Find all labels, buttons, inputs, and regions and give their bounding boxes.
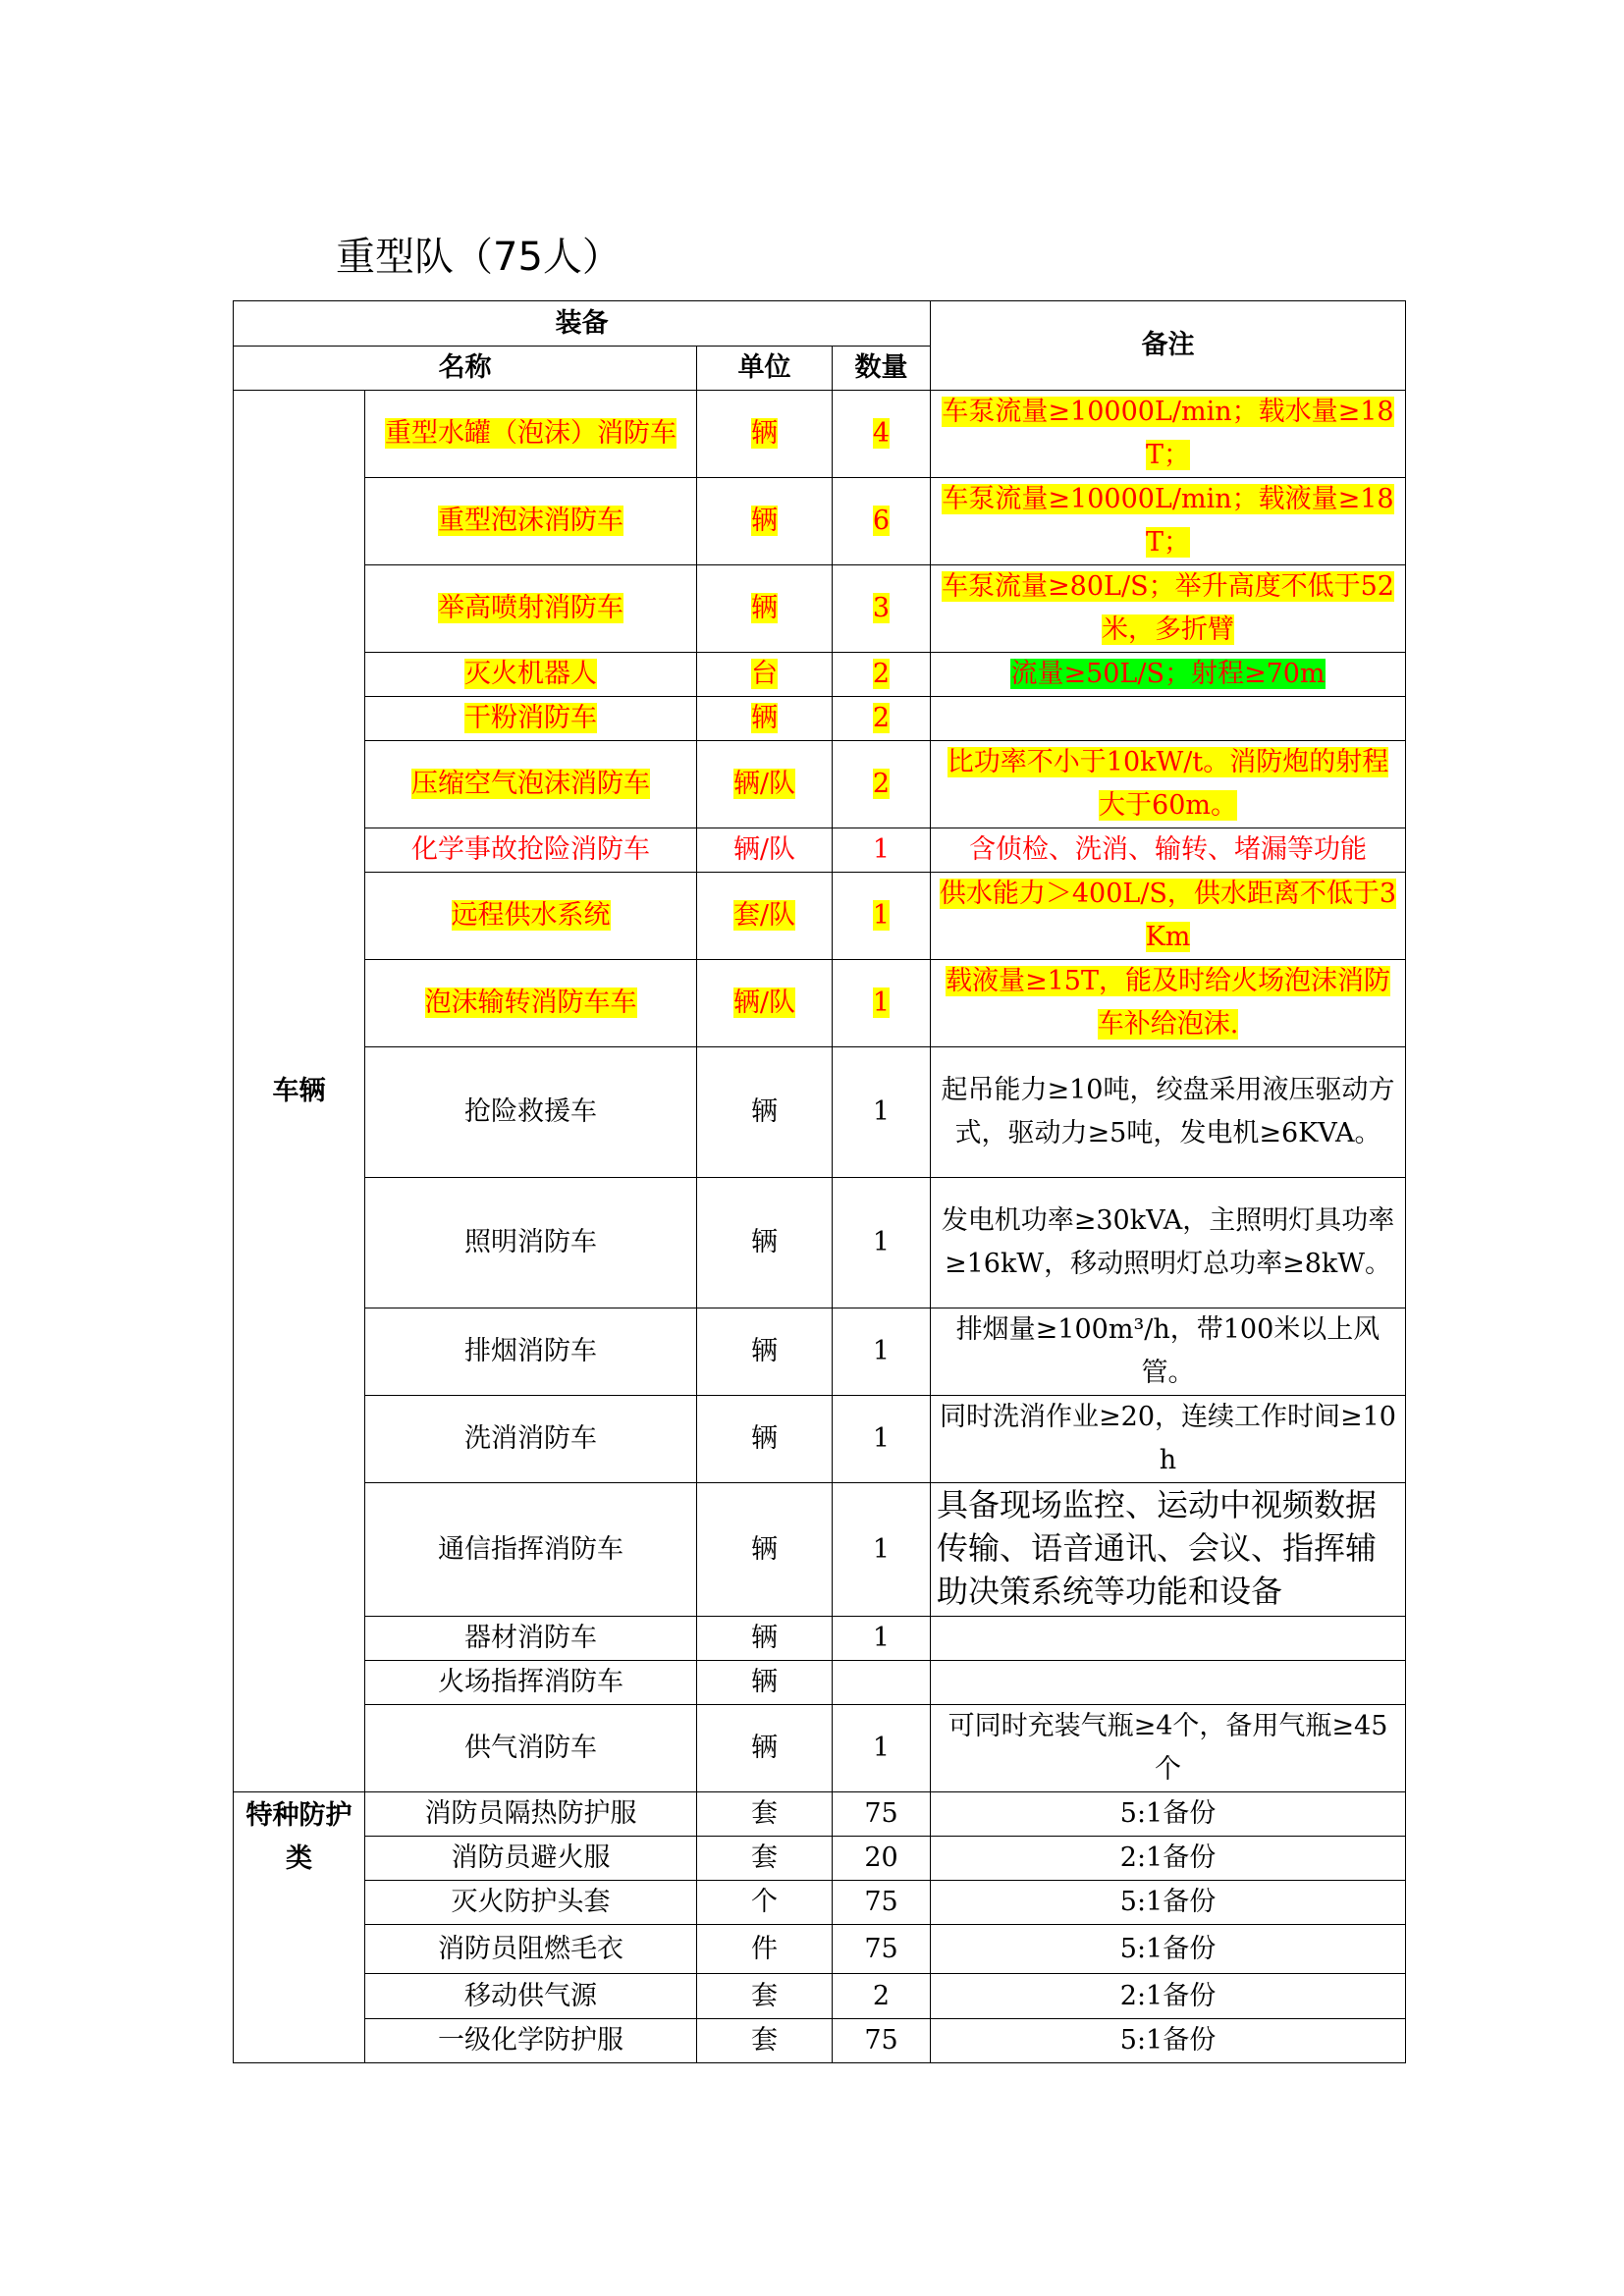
equipment-table	[233, 300, 1406, 2063]
item-unit: 辆	[697, 1396, 833, 1483]
item-unit: 辆/队	[697, 960, 833, 1047]
item-quantity: 1	[833, 828, 931, 873]
item-quantity: 2	[833, 741, 931, 828]
table-row	[234, 1792, 1406, 1837]
item-name: 排烟消防车	[365, 1308, 697, 1396]
table-row	[234, 1483, 1406, 1617]
item-name: 供气消防车	[365, 1705, 697, 1792]
item-note	[931, 697, 1406, 741]
item-name: 火场指挥消防车	[365, 1661, 697, 1705]
item-note: 车泵流量≥10000L/min；载水量≥18T；	[931, 391, 1406, 478]
table-row	[234, 1047, 1406, 1178]
table-row	[234, 1705, 1406, 1792]
category-protection: 特种防护类	[234, 1792, 365, 2063]
table-row	[234, 2019, 1406, 2063]
table-row	[234, 1178, 1406, 1308]
item-note: 发电机功率≥30kVA，主照明灯具功率≥16kW，移动照明灯总功率≥8kW。	[931, 1178, 1406, 1308]
table-row	[234, 1617, 1406, 1661]
table-row	[234, 653, 1406, 697]
item-quantity: 1	[833, 1178, 931, 1308]
item-note: 5:1备份	[931, 2019, 1406, 2063]
item-note: 可同时充装气瓶≥4个，备用气瓶≥45个	[931, 1705, 1406, 1792]
item-note	[931, 1617, 1406, 1661]
table-row	[234, 565, 1406, 653]
item-note: 5:1备份	[931, 1881, 1406, 1925]
category-vehicles: 车辆	[234, 391, 365, 1792]
item-quantity: 1	[833, 1308, 931, 1396]
item-quantity: 3	[833, 565, 931, 653]
table-row	[234, 1881, 1406, 1925]
item-quantity: 1	[833, 1617, 931, 1661]
item-name: 洗消消防车	[365, 1396, 697, 1483]
item-quantity: 75	[833, 1881, 931, 1925]
item-note: 具备现场监控、运动中视频数据传输、语音通讯、会议、指挥辅助决策系统等功能和设备	[931, 1483, 1406, 1617]
table-row	[234, 1837, 1406, 1881]
item-unit: 辆	[697, 697, 833, 741]
item-unit: 辆	[697, 565, 833, 653]
item-unit: 套	[697, 1792, 833, 1837]
item-name: 灭火机器人	[365, 653, 697, 697]
item-note: 供水能力＞400L/S，供水距离不低于3Km	[931, 873, 1406, 960]
item-unit: 套	[697, 2019, 833, 2063]
item-quantity: 75	[833, 1925, 931, 1974]
item-quantity: 2	[833, 653, 931, 697]
item-name: 化学事故抢险消防车	[365, 828, 697, 873]
item-name: 消防员避火服	[365, 1837, 697, 1881]
table-row	[234, 1974, 1406, 2019]
item-quantity: 6	[833, 478, 931, 565]
item-quantity: 1	[833, 1396, 931, 1483]
table-row	[234, 1661, 1406, 1705]
table-row	[234, 478, 1406, 565]
item-note: 载液量≥15T，能及时给火场泡沫消防车补给泡沫.	[931, 960, 1406, 1047]
item-note: 2:1备份	[931, 1974, 1406, 2019]
table-row	[234, 697, 1406, 741]
item-name: 远程供水系统	[365, 873, 697, 960]
item-unit: 辆	[697, 1661, 833, 1705]
item-note: 车泵流量≥80L/S；举升高度不低于52米，多折臂	[931, 565, 1406, 653]
item-note: 流量≥50L/S；射程≥70m	[931, 653, 1406, 697]
item-name: 泡沫输转消防车车	[365, 960, 697, 1047]
item-note: 车泵流量≥10000L/min；载液量≥18T；	[931, 478, 1406, 565]
table-row	[234, 1925, 1406, 1974]
item-name: 重型水罐（泡沫）消防车	[365, 391, 697, 478]
item-name: 一级化学防护服	[365, 2019, 697, 2063]
item-unit: 辆	[697, 391, 833, 478]
item-unit: 件	[697, 1925, 833, 1974]
item-name: 压缩空气泡沫消防车	[365, 741, 697, 828]
item-quantity: 20	[833, 1837, 931, 1881]
item-unit: 台	[697, 653, 833, 697]
item-unit: 套/队	[697, 873, 833, 960]
item-unit: 辆/队	[697, 741, 833, 828]
item-quantity: 2	[833, 1974, 931, 2019]
header-remarks: 备注	[931, 301, 1406, 391]
item-note	[931, 1661, 1406, 1705]
item-quantity: 1	[833, 1705, 931, 1792]
item-name: 通信指挥消防车	[365, 1483, 697, 1617]
item-quantity: 75	[833, 2019, 931, 2063]
item-quantity: 1	[833, 873, 931, 960]
page-title: 重型队（75人）	[336, 235, 622, 280]
item-unit: 辆	[697, 1308, 833, 1396]
item-note: 5:1备份	[931, 1925, 1406, 1974]
item-quantity: 4	[833, 391, 931, 478]
item-name: 灭火防护头套	[365, 1881, 697, 1925]
table-row	[234, 960, 1406, 1047]
item-unit: 辆	[697, 1617, 833, 1661]
item-name: 照明消防车	[365, 1178, 697, 1308]
table-row	[234, 1308, 1406, 1396]
item-name: 干粉消防车	[365, 697, 697, 741]
item-unit: 个	[697, 1881, 833, 1925]
table-row	[234, 1396, 1406, 1483]
item-name: 移动供气源	[365, 1974, 697, 2019]
item-name: 消防员隔热防护服	[365, 1792, 697, 1837]
item-name: 举高喷射消防车	[365, 565, 697, 653]
item-quantity: 1	[833, 1047, 931, 1178]
item-quantity: 1	[833, 1483, 931, 1617]
item-unit: 辆	[697, 478, 833, 565]
item-quantity: 75	[833, 1792, 931, 1837]
table-row	[234, 873, 1406, 960]
item-unit: 辆	[697, 1178, 833, 1308]
item-quantity: 1	[833, 960, 931, 1047]
item-unit: 套	[697, 1974, 833, 2019]
item-name: 消防员阻燃毛衣	[365, 1925, 697, 1974]
item-quantity: 2	[833, 697, 931, 741]
table-row	[234, 828, 1406, 873]
item-name: 重型泡沫消防车	[365, 478, 697, 565]
header-unit: 单位	[697, 347, 833, 391]
item-note: 排烟量≥100m³/h，带100米以上风管。	[931, 1308, 1406, 1396]
item-note: 比功率不小于10kW/t。消防炮的射程大于60m。	[931, 741, 1406, 828]
item-note: 含侦检、洗消、输转、堵漏等功能	[931, 828, 1406, 873]
table-row	[234, 391, 1406, 478]
item-name: 器材消防车	[365, 1617, 697, 1661]
header-equipment: 装备	[234, 301, 931, 347]
item-name: 抢险救援车	[365, 1047, 697, 1178]
item-note: 5:1备份	[931, 1792, 1406, 1837]
item-unit: 辆	[697, 1705, 833, 1792]
header-quantity: 数量	[833, 347, 931, 391]
item-unit: 套	[697, 1837, 833, 1881]
item-note: 同时洗消作业≥20，连续工作时间≥10h	[931, 1396, 1406, 1483]
item-unit: 辆/队	[697, 828, 833, 873]
item-unit: 辆	[697, 1483, 833, 1617]
item-quantity	[833, 1661, 931, 1705]
item-note: 起吊能力≥10吨，绞盘采用液压驱动方式，驱动力≥5吨，发电机≥6KVA。	[931, 1047, 1406, 1178]
table-row	[234, 741, 1406, 828]
item-note: 2:1备份	[931, 1837, 1406, 1881]
header-name: 名称	[234, 347, 697, 391]
item-unit: 辆	[697, 1047, 833, 1178]
